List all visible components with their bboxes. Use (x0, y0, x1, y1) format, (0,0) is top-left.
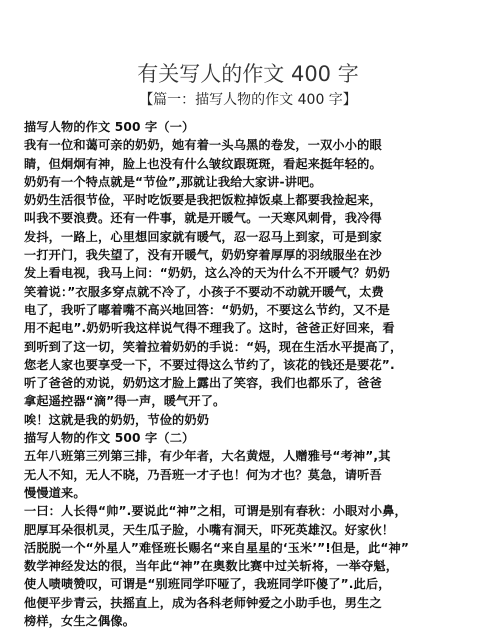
text-line: 听了爸爸的劝说，奶奶这才脸上露出了笑容，我们也都乐了，爸爸 (24, 376, 382, 391)
text-line: 电了，我听了嘟着嘴不高兴地回答：“奶奶，不要这么节约，又不是 (24, 302, 390, 317)
page-title: 有关写人的作文 400 字 (137, 62, 359, 86)
text-line: 您老人家也要享受一下，不要过得这么节约了，该花的钱还是要花”. (24, 357, 395, 372)
text-line: 唉！这就是我的奶奶，节俭的奶奶 (24, 412, 210, 427)
text-line: 用不起电”.奶奶听我这样说气得不理我了。这时，爸爸正好回来，看 (24, 321, 395, 336)
text-line: 榜样，女生之偶像。 (24, 614, 136, 629)
text-line: 活脱脱一个“外星人”难怪班长赐名“来自星星的‘玉米’”!但是，此“神” (24, 540, 410, 555)
text-line: 使人啧啧赞叹，可谓是“别班同学吓哑了，我班同学吓傻了”.此后， (24, 577, 391, 592)
text-line: 我有一位和蔼可亲的奶奶，她有着一头乌黑的卷发，一双小小的眼 (24, 138, 382, 153)
essay-subheading: 描写人物的作文 500 字（一） (24, 120, 195, 134)
text-line: 到听到了这一切，笑着拉着奶奶的手说：“妈，现在生活水平提高了， (24, 339, 403, 354)
text-line: 肥厚耳朵很机灵，天生瓜子脸，小嘴有洞天，吓死英雄汉。好家伙！ (24, 522, 395, 537)
text-line: 慢慢道来。 (24, 485, 86, 500)
text-line: 叫我不要浪费。还有一件事，就是开暖气。一天寒风刺骨，我冷得 (24, 211, 382, 226)
text-line: 奶奶有一个特点就是“节俭”,那就让我给大家讲-讲吧。 (24, 174, 322, 189)
essay-body (24, 118, 474, 630)
section-heading: 【篇一：描写人物的作文 400 字】 (139, 92, 357, 108)
text-line: 他便平步青云，扶摇直上，成为各科老师钟爱之小助手也，男生之 (24, 595, 382, 610)
text-line: 奶奶生活很节俭，平时吃饭要是我把饭粒掉饭桌上都要我捡起来， (24, 193, 382, 208)
text-line: 发抖，一路上，心里想回家就有暖气，忍一忍马上到家，可是到家 (24, 229, 382, 244)
text-line: 发上看电视，我马上问：“奶奶，这么冷的天为什么不开暖气？奶奶 (24, 266, 390, 281)
text-line: 无人不知，无人不晓，乃吾班一才子也！何为才也？莫急，请听吾 (24, 467, 382, 482)
text-line: 数学神经发达的很，当年此“神”在奥数比赛中过关斩将，一举夺魁， (24, 559, 399, 574)
text-line: 一曰：人长得“帅”.要说此“神”之相，可谓是别有春秋：小眼对小鼻， (24, 504, 407, 519)
text-line: 一打开门，我失望了，没有开暖气，奶奶穿着厚厚的羽绒服坐在沙 (24, 248, 382, 263)
text-line: 五年八班第三列第三排，有少年者，大名黄煜，人赠雅号“考神”,其 (24, 449, 391, 464)
text-line: 拿起遥控器“滴”得一声，暖气开了。 (24, 394, 226, 409)
essay-subheading: 描写人物的作文 500 字（二） (24, 431, 195, 446)
text-line: 睛，但炯炯有神，脸上也没有什么皱纹跟斑斑，看起来挺年轻的。 (24, 156, 382, 171)
text-line: 笑着说：”衣服多穿点就不冷了，小孩子不要动不动就开暖气，太费 (24, 284, 384, 299)
